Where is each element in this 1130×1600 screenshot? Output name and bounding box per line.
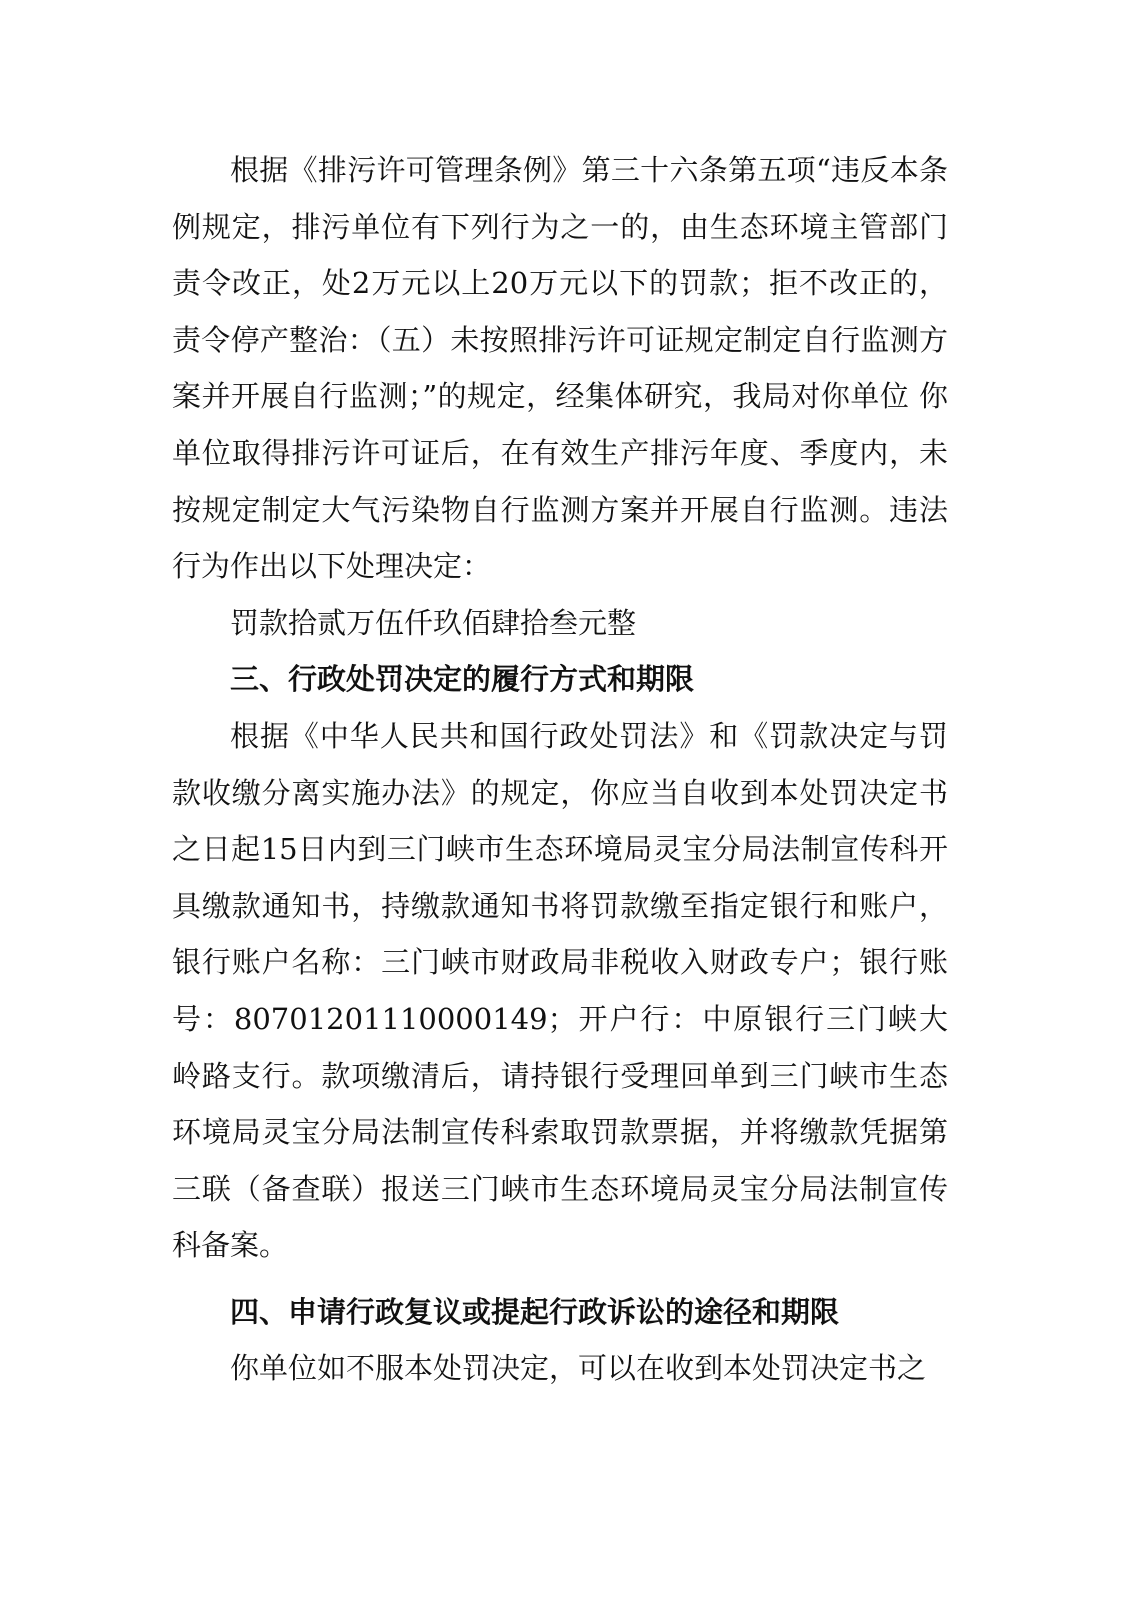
paragraph-appeal: 你单位如不服本处罚决定，可以在收到本处罚决定书之 [230, 1351, 927, 1386]
paragraph-legal-basis: 根据《排污许可管理条例》第三十六条第五项“违反本条例规定，排污单位有下列行为之一的，由生态环境主管部门责令改正，处2万元以上20万元以下的罚款；拒不改正的，责令停产整治：（五）未按照排污许可证规定制定自行监测方案并开展自行监测；”的规定，经集体研究，我局对你单位 你单位取得排污许可证后，在有效生产排污年度、季度内，未按规定制定大气污染物自行监测方案并开展自行监测。违法行为作出以下处理决定： [172, 153, 948, 584]
section-heading-4: 四、申请行政复议或提起行政诉讼的途径和期限 [230, 1294, 840, 1329]
paragraph-penalty-amount: 罚款拾贰万伍仟玖佰肆拾叁元整 [230, 605, 637, 640]
section-heading-3: 三、行政处罚决定的履行方式和期限 [230, 662, 695, 697]
document-body [172, 142, 948, 1397]
paragraph-payment-method: 根据《中华人民共和国行政处罚法》和《罚款决定与罚款收缴分离实施办法》的规定，你应当自收到本处罚决定书之日起15日内到三门峡市生态环境局灵宝分局法制宣传科开具缴款通知书，持缴款通知书将罚款缴至指定银行和账户，银行账户名称：三门峡市财政局非税收入财政专户；银行账号：80701201110000149；开户行：中原银行三门峡大岭路支行。款项缴清后，请持银行受理回单到三门峡市生态环境局灵宝分局法制宣传科索取罚款票据，并将缴款凭据第三联（备查联）报送三门峡市生态环境局灵宝分局法制宣传科备案。 [172, 718, 948, 1263]
